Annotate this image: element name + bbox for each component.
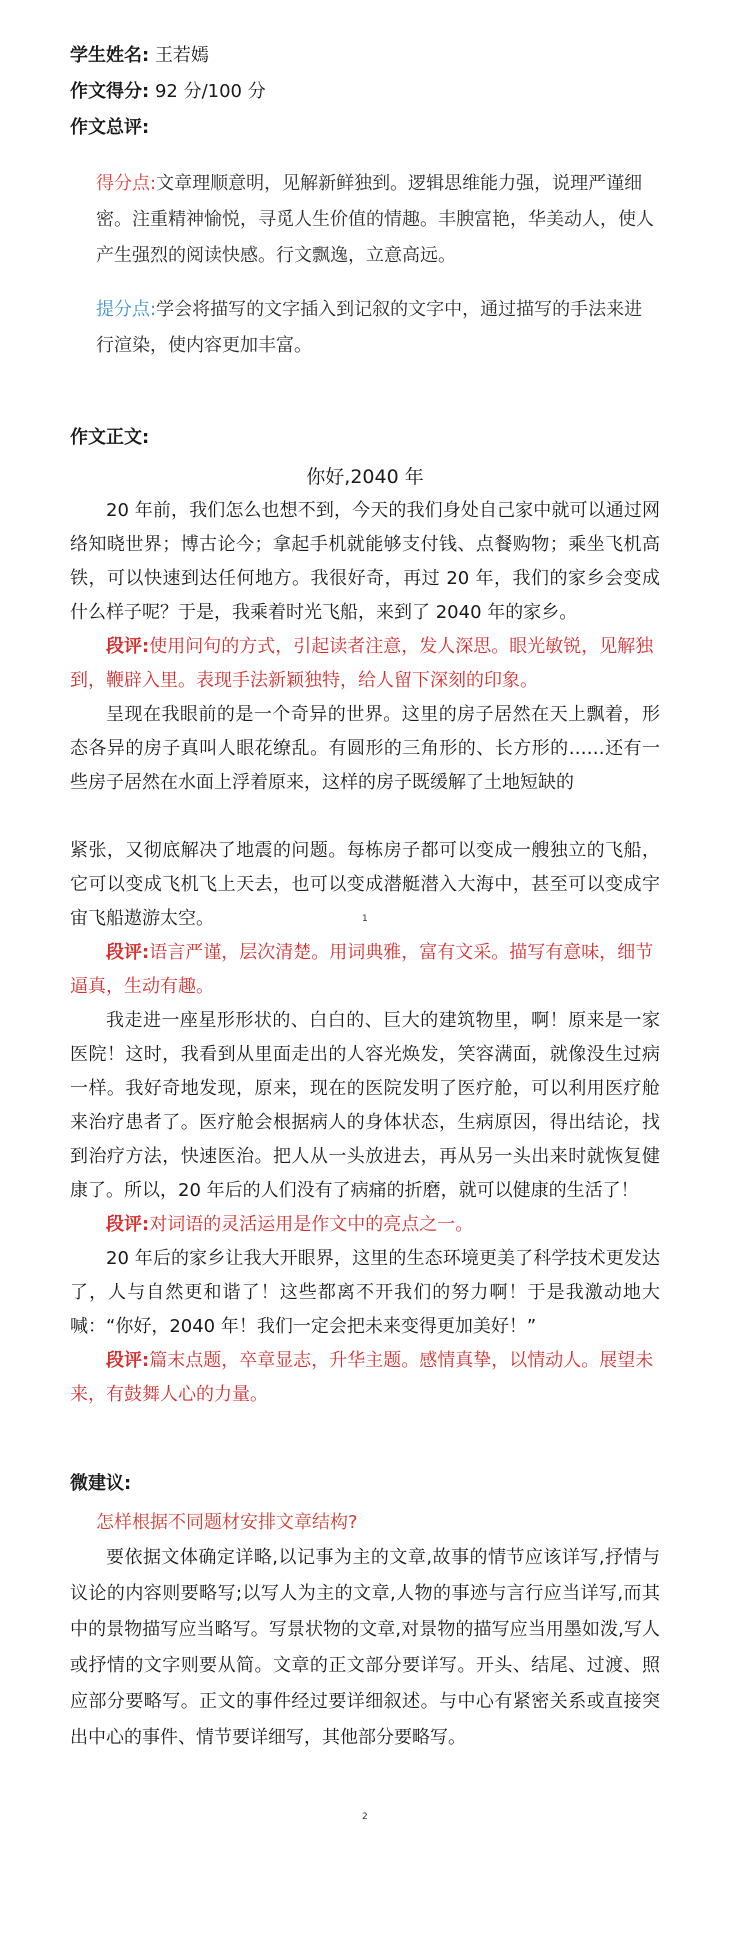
essay-score-label: 作文得分: (70, 81, 150, 102)
score-point-paragraph (70, 166, 660, 274)
review-tag: 段评: (106, 1214, 150, 1235)
page-number-2: 2 (362, 1812, 368, 1822)
essay-score-line (70, 76, 660, 108)
essay-title: 你好,2040 年 (306, 466, 424, 488)
review-text: 语言严谨，层次清楚。用词典雅，富有文采。描写有意味，细节逼真，生动有趣。 (70, 942, 654, 997)
score-point-text: 文章理顺意明，见解新鲜独到。逻辑思维能力强，说理严谨细密。注重精神愉悦，寻觅人生价值的情趣。丰腴富艳，华美动人，使人产生强烈的阅读快感。行文飘逸，立意高远。 (96, 173, 654, 266)
page-break-gap (70, 800, 660, 834)
essay-paragraph-2a: 呈现在我眼前的是一个奇异的世界。这里的房子居然在天上飘着，形态各异的房子真叫人眼花缭乱。有圆形的三角形的、长方形的……还有一些房子居然在水面上浮着原来，这样的房子既缓解了土地短缺的 (70, 704, 660, 793)
review-text: 篇末点题，卒章显志，升华主题。感情真挚，以情动人。展望未来，有鼓舞人心的力量。 (70, 1350, 654, 1405)
suggestion-text: 要依据文体确定详略,以记事为主的文章,故事的情节应该详写,抒情与议论的内容则要略写;以写人为主的文章,人物的事迹与言行应当详写,而其中的景物描写应当略写。写景状物的文章,对景物的描写应当用墨如泼,写人或抒情的文字则要从简。文章的正文部分要详写。开头、结尾、过渡、照应部分要略写。正文的事件经过要详细叙述。与中心有紧密关系或直接突出中心的事件、情节要详细写，其他部分要略写。 (70, 1547, 660, 1748)
suggestion-title: 怎样根据不同题材安排文章结构? (96, 1512, 358, 1533)
tip-point-paragraph (70, 292, 660, 364)
essay-score: 92 分/100 分 (154, 81, 266, 102)
essay-paragraph-1: 20 年前，我们怎么也想不到，今天的我们身处自己家中就可以通过网络知晓世界；博古论今；拿起手机就能够支付钱、点餐购物；乘坐飞机高铁，可以快速到达任何地方。我很好奇，再过 20 年，我们的家乡会变成什么样子呢？于是，我乘着时光飞船，来到了 2040 年的家乡。 (70, 500, 660, 623)
review-tag: 段评: (106, 942, 150, 963)
review-tag: 段评: (106, 1350, 150, 1371)
suggestion-label: 微建议: (70, 1473, 132, 1494)
page-number-1: 1 (362, 914, 368, 924)
overall-comment-label: 作文总评: (70, 117, 150, 138)
paragraph-review-1 (70, 630, 660, 698)
essay-report (70, 40, 660, 1756)
essay-paragraph-3: 我走进一座星形形状的、白白的、巨大的建筑物里，啊！原来是一家医院！这时，我看到从里面走出的人容光焕发，笑容满面，就像没生过病一样。我好奇地发现，原来，现在的医院发明了医疗舱，可以利用医疗舱来治疗患者了。医疗舱会根据病人的身体状态，生病原因，得出结论，找到治疗方法，快速医治。把人从一头放进去，再从另一头出来时就恢复健康了。所以，20 年后的人们没有了病痛的折磨，就可以健康的生活了！ (70, 1010, 660, 1201)
tip-point-text: 学会将描写的文字插入到记叙的文字中，通过描写的手法来进行渲染，使内容更加丰富。 (96, 299, 643, 356)
review-text: 使用问句的方式，引起读者注意，发人深思。眼光敏锐，见解独到，鞭辟入里。表现手法新颖独特，给人留下深刻的印象。 (70, 636, 654, 691)
student-name: 王若嫣 (154, 45, 209, 66)
score-point-tag: 得分点: (96, 173, 157, 194)
student-name-line (70, 40, 660, 72)
essay-paragraph-4: 20 年后的家乡让我大开眼界，这里的生态环境更美了科学技术更发达了，人与自然更和谐了！这些都离不开我们的努力啊！于是我激动地大喊：“你好，2040 年！我们一定会把未来变得更加美好！” (70, 1248, 660, 1337)
essay-paragraph-2b: 紧张，又彻底解决了地震的问题。每栋房子都可以变成一艘独立的飞船，它可以变成飞机飞上天去，也可以变成潜艇潜入大海中，甚至可以变成宇宙飞船遨游太空。 (70, 840, 660, 929)
essay-body-label: 作文正文: (70, 427, 150, 448)
student-name-label: 学生姓名: (70, 45, 150, 66)
review-tag: 段评: (106, 636, 150, 657)
tip-point-tag: 提分点: (96, 299, 157, 320)
paragraph-review-2 (70, 936, 660, 1004)
review-text: 对词语的灵活运用是作文中的亮点之一。 (149, 1214, 474, 1235)
paragraph-review-4 (70, 1344, 660, 1412)
paragraph-review-3 (70, 1208, 660, 1242)
